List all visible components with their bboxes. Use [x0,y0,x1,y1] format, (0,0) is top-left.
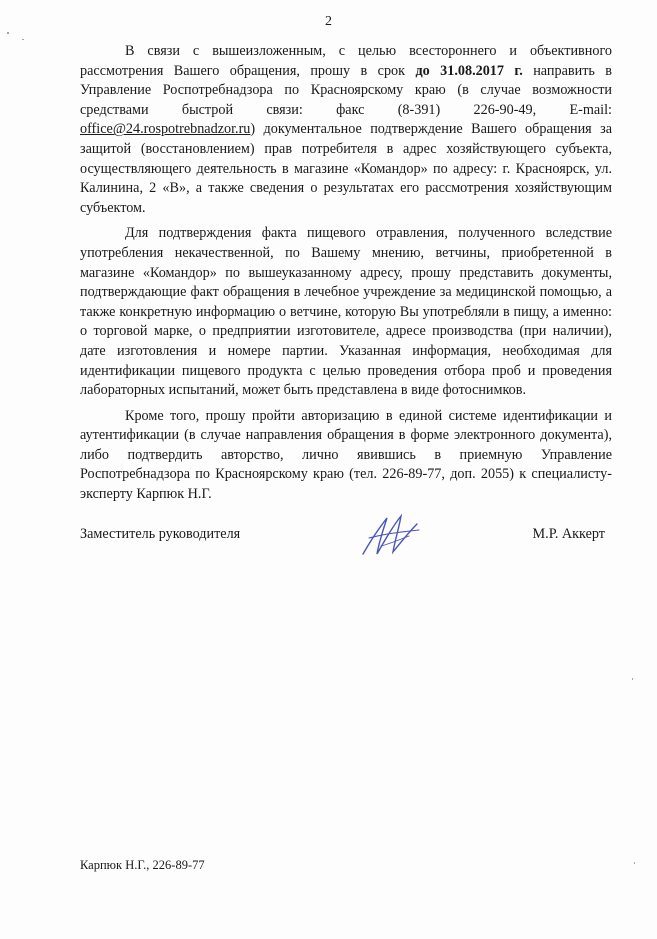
signature-block [80,526,605,550]
scan-speck [22,39,24,40]
paragraph-documents: Для подтверждения факта пищевого отравления, полученного вследствие употребления некачественной, по Вашему мнению, ветчины, приобретенной в магазине «Командор» по вышеуказанному адресу, прошу представить документы, подтверждающие факт обращения в лечебное учреждение за медицинской помощью, а также конкретную информацию о ветчине, которую Вы употребляли в пищу, а именно: о торговой марке, о предприятии изготовителе, адресе производства (при наличии), дате изготовления и номере партии. Указанная информация, необходимая для идентификации пищевого продукта с целью проведения отбора проб и проведения лабораторных испытаний, может быть представлена в виде фотоснимков. [80,225,612,399]
paragraph-authorization: Кроме того, прошу пройти авторизацию в единой системе идентификации и аутентификации (в случае направления обращения в форме электронного документа), либо подтвердить авторство, лично явившись в приемную Управление Роспотребнадзора по Красноярскому краю (тел. 226-89-77, доп. 2055) к специалисту-эксперту Карпюк Н.Г. [80,407,612,503]
deadline-date: до 31.08.2017 г. [415,62,523,79]
handwritten-signature [359,510,425,560]
paragraph-request-end: ) документальное подтверждение Вашего обращения за защитой (восстановлением) прав потребителя в адрес хозяйствующего субъекта, осуществляющего деятельность в магазине «Командор» по адресу: г. Красноярск, ул. Калинина, 2 «В», а также сведения о результатах его рассмотрения хозяйствующим субъектом. [80,121,612,216]
paragraph-request-start: В связи с вышеизложенным, с целью всестороннего и объективного рассмотрения Вашего обращения, прошу в срок [80,43,612,79]
page-number: 2 [325,14,332,29]
paragraph-request [80,42,612,218]
scan-speck [7,32,9,34]
executor-footer: Карпюк Н.Г., 226-89-77 [80,858,205,872]
signatory-name: М.Р. Аккерт [532,526,605,542]
paragraph-request-contacts: направить в Управление Роспотребнадзора по Красноярскому краю (в случае возможности средствами быстрой связи: факс (8-391) 226-90-49, E-mail: [80,62,612,118]
scan-speck [634,862,635,864]
letter-body [80,42,612,505]
email-link[interactable]: office@24.rospotrebnadzor.ru [80,121,251,138]
scan-speck [632,678,633,680]
signatory-title: Заместитель руководителя [80,526,241,542]
